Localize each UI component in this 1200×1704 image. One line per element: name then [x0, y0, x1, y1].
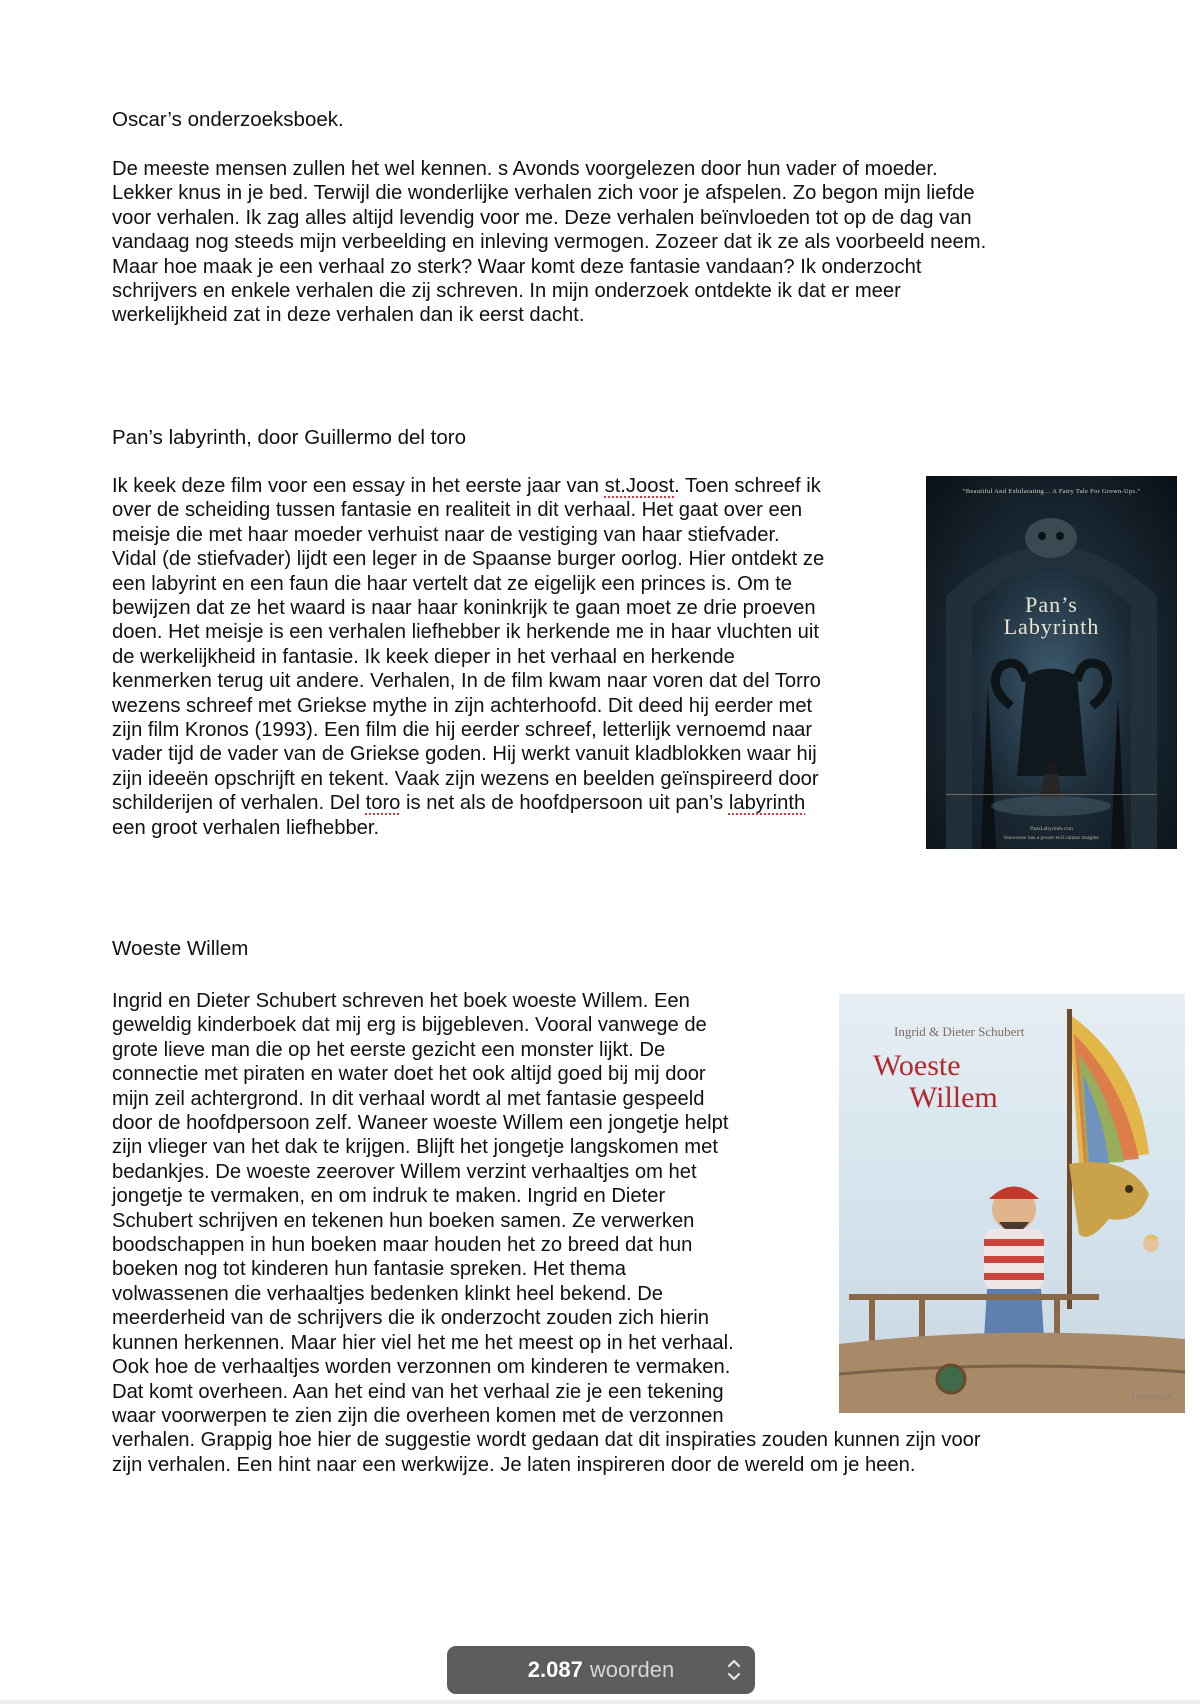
document-heading: Oscar’s onderzoeksboek.: [112, 108, 344, 131]
spelling-error-word[interactable]: st.Joost: [604, 475, 675, 497]
pan-line: Vidal (de stiefvader) lijdt een leger in de Spaanse burger oorlog. Hier ontdekt ze: [112, 548, 825, 571]
cover-publisher: Lemniscaat: [1131, 1391, 1173, 1401]
willem-line: zijn verhalen. Een hint naar een werkwijze. Je laten inspireren door de wereld om je heen.: [112, 1453, 916, 1476]
willem-line: mijn zeil achtergrond. In dit verhaal wordt al met fantasie gespeeld: [112, 1087, 705, 1110]
intro-line: Lekker knus in je bed. Terwijl die wonderlijke verhalen zich voor je afspelen. Zo begon mijn liefde: [112, 182, 975, 205]
willem-line: zijn vlieger van het dak te krijgen. Blijft het jongetje langskomen met: [112, 1136, 718, 1159]
willem-line: bedankjes. De woeste zeerover Willem verzint verhaaltjes om het: [112, 1160, 697, 1183]
willem-line: Ook hoe de verhaaltjes worden verzonnen om kinderen te vermaken.: [112, 1356, 731, 1379]
pan-line: een labyrint en een faun die haar vertelt dat ze eigelijk een princes is. Om te: [112, 572, 793, 595]
spelling-error-word[interactable]: toro: [365, 792, 401, 815]
word-count-unit: woorden: [589, 1657, 675, 1682]
pan-line: bewijzen dat ze het waard is naar haar koninkrijk te gaan moet ze drie proeven: [112, 597, 816, 620]
willem-line: boodschappen in hun boeken maar houden het zo breed dat hun: [112, 1234, 693, 1257]
pan-line-text: Ik keek deze film voor een essay in het eerste jaar van: [112, 475, 605, 497]
pan-line: doen. Het meisje is een verhalen liefhebber ik herkende me in haar vluchten uit: [112, 621, 819, 644]
pan-line: wezens schreef met Griekse mythe in zijn achterhoofd. Dit deed hij eerder met: [112, 694, 813, 717]
poster-title-line: Pan’s: [1025, 592, 1078, 617]
pan-line-text: is net als de hoofdpersoon uit pan’s: [400, 792, 729, 815]
cover-title: [873, 1050, 998, 1114]
intro-line: De meeste mensen zullen het wel kennen. s Avonds voorgelezen door hun vader of moeder.: [112, 158, 938, 180]
pan-line: een groot verhalen liefhebber.: [112, 816, 380, 839]
cover-authors: Ingrid & Dieter Schubert: [894, 1024, 1025, 1039]
willem-line: Schubert schrijven en tekenen hun boeken samen. Ze verwerken: [112, 1209, 695, 1232]
willem-line: kunnen herkennen. Maar hier viel het me het meest op in het verhaal.: [112, 1331, 734, 1354]
willem-line: verhalen. Grappig hoe hier de suggestie wordt gedaan dat dit inspiraties zouden kunnen zijn voor: [112, 1429, 981, 1452]
pan-line-text: . Toen schreef ik: [674, 475, 821, 497]
poster-site: PansLabyrinth.com: [1030, 826, 1073, 832]
window-bottom-edge: [0, 1700, 1200, 1704]
pan-line: zijn ideeën opschrijft en tekent. Vaak zijn wezens en beelden geïnspireerd door: [112, 767, 819, 790]
intro-line: schrijvers en enkele verhalen die zij schreven. In mijn onderzoek ontdekte ik dat er meer: [112, 280, 901, 303]
word-count-selector[interactable]: [447, 1646, 755, 1694]
willem-line: connectie met piraten en water doet het ook altijd goed bij mij door: [112, 1063, 706, 1086]
pan-line: meisje die met haar moeder verhuist naar de vestiging van haar stiefvader.: [112, 523, 780, 546]
willem-section-title: Woeste Willem: [112, 937, 249, 960]
willem-line: meerderheid van de schrijvers die ik onderzocht zouden zich hierin: [112, 1307, 709, 1330]
pan-line-text: schilderijen of verhalen. Del: [112, 792, 366, 815]
poster-footer: [926, 826, 1177, 841]
willem-line: jongetje te vermaken, en om indruk te maken. Ingrid en Dieter: [112, 1185, 666, 1208]
intro-line: vandaag nog steeds mijn verbeelding en inleving vermogen. Zozeer dat ik ze als voorbeeld neem.: [112, 231, 987, 254]
pan-line: kenmerken terug uit andere. Verhalen, In de film kwam naar voren dat del Torro: [112, 670, 821, 693]
willem-line: Ingrid en Dieter Schubert schreven het boek woeste Willem. Een: [112, 990, 690, 1012]
spelling-error-word[interactable]: labyrinth: [728, 792, 806, 815]
willem-line: waar voorwerpen te zien zijn die overheen komen met de verzonnen: [112, 1404, 724, 1427]
pan-line: over de scheiding tussen fantasie en realiteit in dit verhaal. Het gaat over een: [112, 499, 803, 522]
pans-labyrinth-poster-image[interactable]: [926, 476, 1177, 849]
pan-line: [112, 791, 824, 815]
poster-illustration: [926, 476, 1177, 849]
willem-line: door de hoofdpersoon zelf. Waneer woeste Willem een jongetje helpt: [112, 1112, 729, 1135]
word-count-number: 2.087: [527, 1657, 583, 1682]
willem-line: volwassenen die verhaaltjes bedenken klinkt heel bekend. De: [112, 1282, 664, 1305]
willem-line: geweldig kinderboek dat mij erg is bijgebleven. Vooral vanwege de: [112, 1014, 707, 1037]
pan-line: vader tijd de vader van de Griekse goden. Hij werkt vanuit kladblokken waar hij: [112, 743, 817, 766]
pan-line: [112, 474, 824, 498]
pan-paragraph: [112, 474, 824, 840]
woeste-willem-cover-image[interactable]: [839, 994, 1185, 1413]
intro-line: Maar hoe maak je een verhaal zo sterk? Waar komt deze fantasie vandaan? Ik onderzocht: [112, 255, 922, 278]
poster-title-line: Labyrinth: [1003, 614, 1100, 639]
willem-line: grote lieve man die op het eerste gezicht een monster lijkt. De: [112, 1038, 666, 1061]
chevron-up-down-icon: [727, 1657, 741, 1683]
pan-section-title: Pan’s labyrinth, door Guillermo del toro: [112, 426, 466, 449]
pan-line: de werkelijkheid in fantasie. Ik keek dieper in het verhaal en herkende: [112, 645, 735, 668]
intro-line: voor verhalen. Ik zag alles altijd levendig voor me. Deze verhalen beïnvloeden tot op de dag van: [112, 206, 972, 229]
pan-line: zijn film Kronos (1993). Een film die hij eerder schreef, letterlijk vernoemd naar: [112, 719, 813, 742]
willem-line: boeken nog tot kinderen hun fantasie spreken. Het thema: [112, 1258, 627, 1281]
cover-title-line: Woeste: [873, 1049, 961, 1082]
poster-tagline: “Beautiful And Exhilarating… A Fairy Tale For Grown-Ups.”: [962, 488, 1141, 495]
intro-line: werkelijkheid zat in deze verhalen dan ik eerst dacht.: [112, 304, 585, 327]
intro-paragraph: [112, 157, 986, 328]
poster-title: [926, 594, 1177, 638]
cover-title-line: Willem: [909, 1081, 998, 1114]
willem-line: Dat komt overheen. Aan het eind van het verhaal zie je een tekening: [112, 1380, 724, 1403]
poster-footer-text: Innocence has a power evil cannot imagine: [1004, 835, 1099, 841]
